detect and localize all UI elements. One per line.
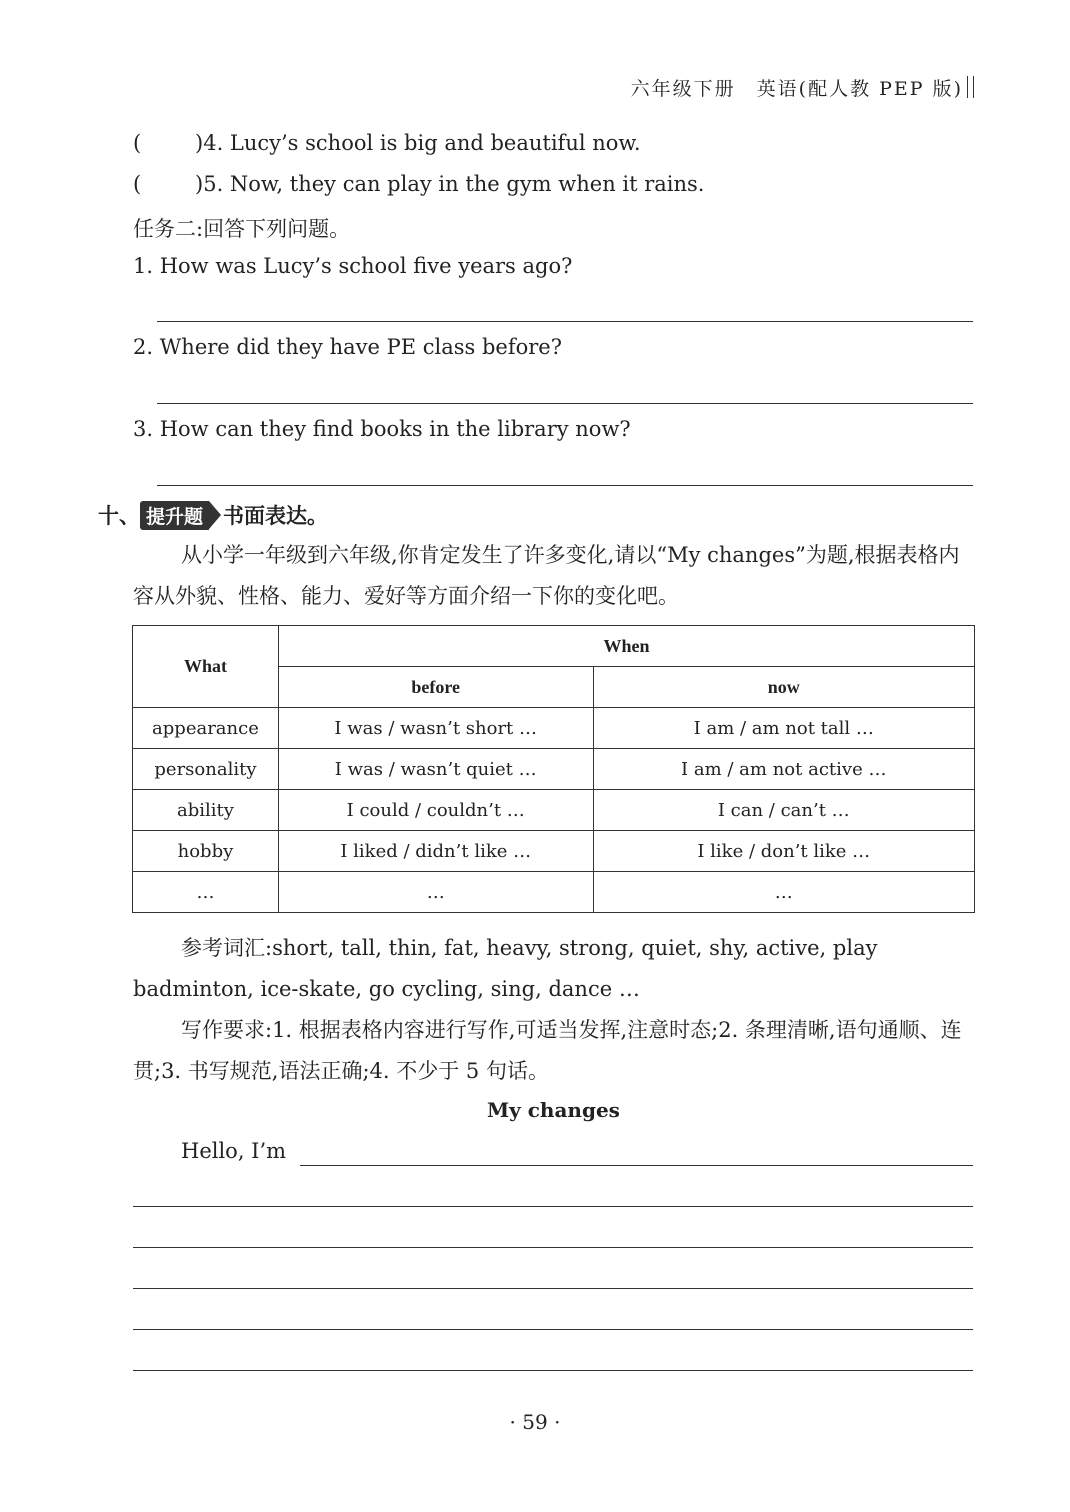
essay-opening: Hello, I’m <box>181 1139 287 1163</box>
answer-paren-open[interactable]: ( <box>133 131 142 155</box>
writing-line-0[interactable] <box>300 1165 973 1166</box>
table-row: personality I was / wasn’t quiet … I am / am not active … <box>133 749 975 790</box>
true-false-item-5: ( )5. Now, they can play in the gym when it rains. <box>133 172 705 196</box>
table-row: appearance I was / wasn’t short … I am / am not tall … <box>133 708 975 749</box>
col-what: What <box>133 626 279 708</box>
table-row: ability I could / couldn’t … I can / can’t … <box>133 790 975 831</box>
writing-line-2[interactable] <box>133 1247 973 1248</box>
vocabulary-reference: 参考词汇:short, tall, thin, fat, heavy, strong, quiet, shy, active, play badminton, ice-skate, go cycling, sing, dance … <box>133 936 878 1001</box>
changes-table <box>132 625 975 913</box>
col-when: When <box>278 626 974 667</box>
header-bar-icon <box>967 76 974 98</box>
writing-line-5[interactable] <box>133 1370 973 1371</box>
task2-title: 任务二:回答下列问题。 <box>133 217 351 241</box>
writing-line-3[interactable] <box>133 1288 973 1289</box>
answer-line-3[interactable] <box>157 485 973 486</box>
col-now: now <box>593 667 974 708</box>
question-2: 2. Where did they have PE class before? <box>133 335 562 359</box>
running-header: 六年级下册 英语(配人教 PEP 版) <box>631 74 974 101</box>
answer-paren-open[interactable]: ( <box>133 172 142 196</box>
true-false-item-4: ( )4. Lucy’s school is big and beautiful now. <box>133 131 641 155</box>
question-3: 3. How can they find books in the library now? <box>133 417 631 441</box>
difficulty-badge: 提升题 <box>140 501 209 530</box>
statement-text: 4. Lucy’s school is big and beautiful now. <box>203 131 641 155</box>
table-row: hobby I liked / didn’t like … I like / don’t like … <box>133 831 975 872</box>
writing-line-4[interactable] <box>133 1329 973 1330</box>
page-number: · 59 · <box>509 1410 561 1434</box>
answer-line-2[interactable] <box>157 403 973 404</box>
essay-title: My changes <box>487 1098 620 1122</box>
answer-line-1[interactable] <box>157 321 973 322</box>
writing-line-1[interactable] <box>133 1206 973 1207</box>
question-1: 1. How was Lucy’s school five years ago? <box>133 254 573 278</box>
col-before: before <box>278 667 593 708</box>
table-row: … … … <box>133 872 975 913</box>
statement-text: 5. Now, they can play in the gym when it rains. <box>203 172 705 196</box>
section-10-title: 十、 提升题 书面表达。 <box>98 503 329 528</box>
section-10-intro: 从小学一年级到六年级,你肯定发生了许多变化,请以“My changes”为题,根据表格内容从外貌、性格、能力、爱好等方面介绍一下你的变化吧。 <box>133 543 960 608</box>
writing-requirements: 写作要求:1. 根据表格内容进行写作,可适当发挥,注意时态;2. 条理清晰,语句通顺、连贯;3. 书写规范,语法正确;4. 不少于 5 句话。 <box>133 1018 962 1083</box>
